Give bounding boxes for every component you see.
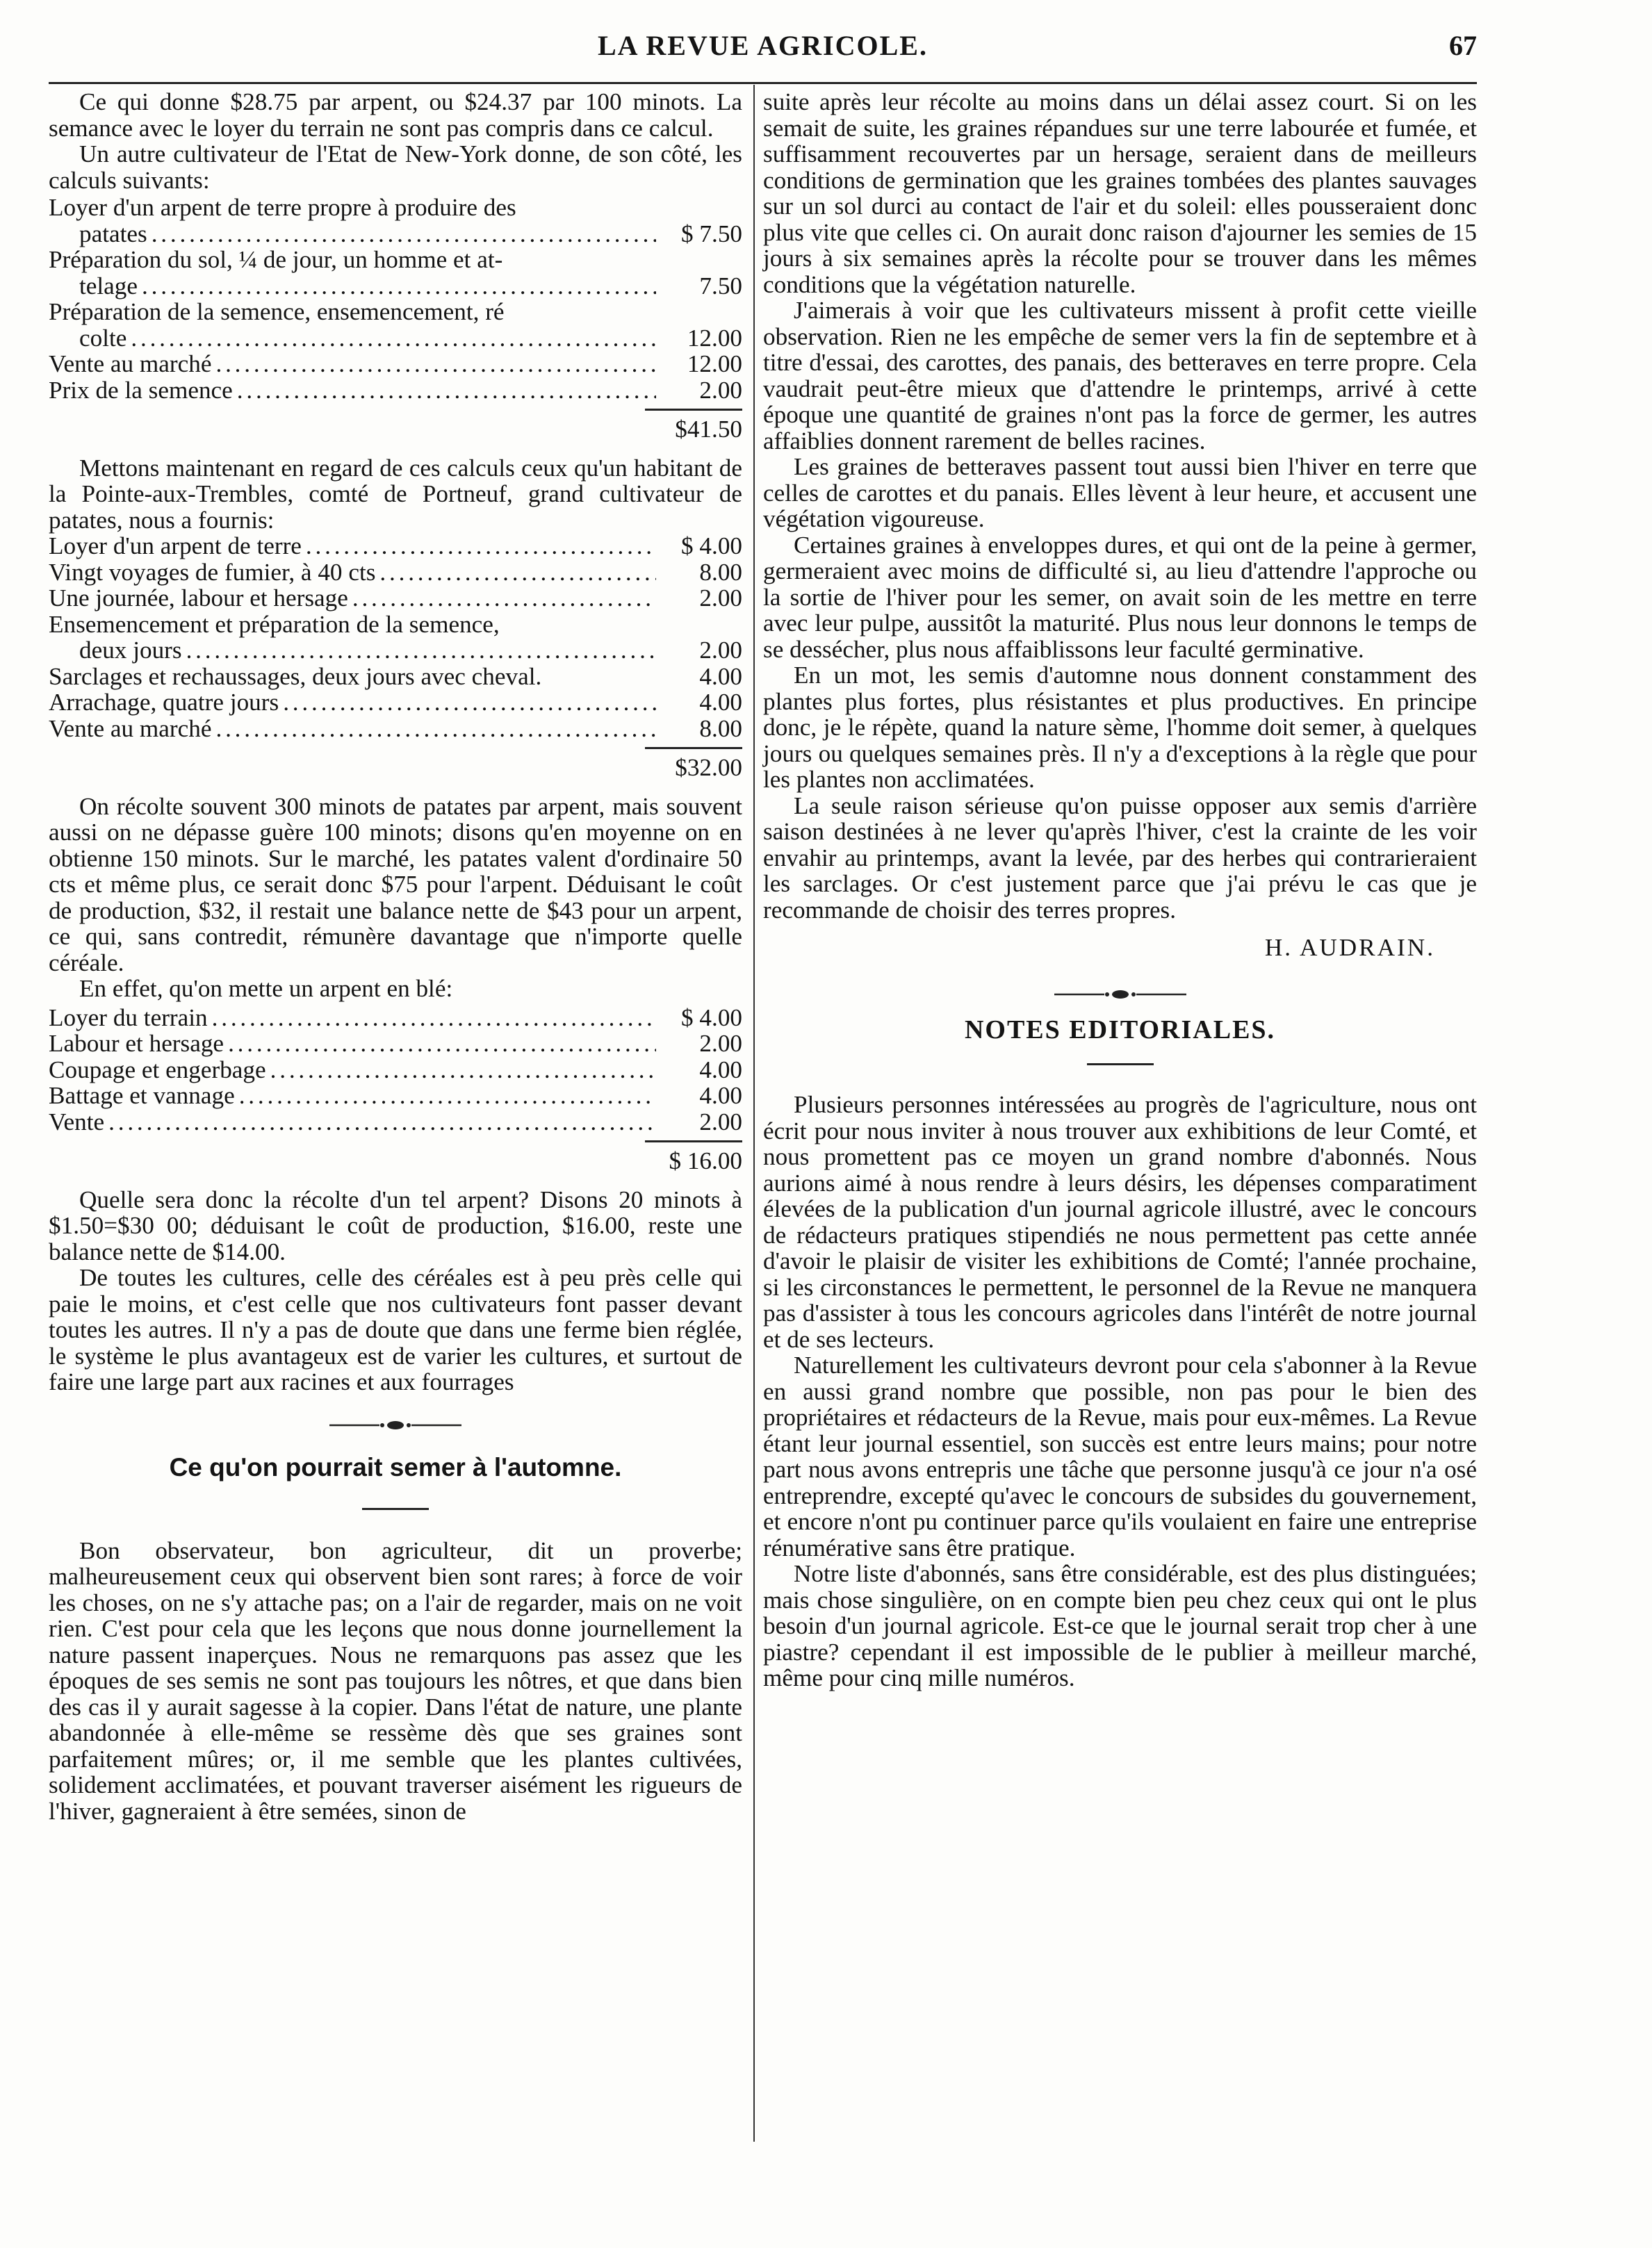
table-row xyxy=(49,325,742,352)
row-label: Arrachage, quatre jours xyxy=(49,689,279,716)
row-label: Vente au marché xyxy=(49,350,212,377)
row-label: Labour et hersage xyxy=(49,1030,224,1057)
row-label: Battage et vannage xyxy=(49,1082,235,1109)
row-label: Prix de la semence xyxy=(49,376,233,404)
row-label: Coupage et engerbage xyxy=(49,1056,266,1083)
paragraph: Quelle sera donc la récolte d'un tel arpent? Disons 20 minots à $1.50=$30 00; déduisant le coût de production, $16.00, reste une balance nette de $14.00. xyxy=(49,1185,742,1265)
paragraph: La seule raison sérieuse qu'on puisse opposer aux semis d'arrière saison destinées à ne lever qu'après l'hiver, c'est la crainte de les voir envahir au printemps, avant la levée, par des herbes qui contrarieraient les sarclages. Or c'est justement parce que j'ai prévu le cas que je recommande de choisir des terres propres. xyxy=(763,791,1477,924)
page-header xyxy=(49,24,1477,63)
table-total: $ 16.00 xyxy=(669,1147,742,1174)
ornament-icon xyxy=(329,1418,461,1432)
paragraph: En effet, qu'on mette un arpent en blé: xyxy=(79,975,453,1002)
row-amount: 4.00 xyxy=(699,689,742,716)
row-amount: 8.00 xyxy=(699,558,742,586)
row-amount: 2.00 xyxy=(699,376,742,404)
table-row xyxy=(49,221,742,247)
row-amount: $ 4.00 xyxy=(681,532,742,559)
row-amount: 4.00 xyxy=(699,662,742,690)
table-row xyxy=(49,351,742,377)
row-label: Loyer d'un arpent de terre xyxy=(49,532,302,559)
row-label: Ensemencement et préparation de la semence, xyxy=(49,610,500,638)
table-row xyxy=(49,1005,742,1031)
row-amount: 12.00 xyxy=(687,324,742,352)
row-amount: 4.00 xyxy=(699,1082,742,1109)
total-rule xyxy=(645,409,742,411)
table-row xyxy=(49,664,742,690)
paragraph: suite après leur récolte au moins dans un délai assez court. Si on les semait de suite, les graines répandues sur une terre labourée et fumée, et suffisamment recouvertes par un hersage, seraient dans de meilleurs conditions de germination que les graines tombées des plantes sauvages sur un sol durci au contact de l'air et du soleil: elles pousseraient donc plus vite que celles ci. On aurait donc raison d'ajourner les semies de 15 jours à six semaines après la récolte pour se trouver dans les mêmes conditions que la végétation naturelle. xyxy=(763,88,1477,298)
author-signature: H. AUDRAIN. xyxy=(1264,934,1435,961)
table-row xyxy=(49,247,742,273)
table-row xyxy=(49,533,742,559)
row-label: patates xyxy=(79,220,147,247)
row-label: telage xyxy=(79,272,138,300)
paragraph: Bon observateur, bon agriculteur, dit un proverbe; malheureusement ceux qui observent bien sont rares; à force de voir les choses, on ne s'y attache pas; on a l'air de regarder, mais on ne voit rien. C'est pour cela que les leçons que nous donne journellement la nature passent inaperçues. Nous ne remarquons pas assez que les époques de ses semis ne sont pas toujours les nôtres, et que dans bien des cas il y aurait sagesse à la copier. Dans l'état de nature, une plante abandonnée à elle-même se ressème dès que ses graines sont parfaitement mûres; or, il me semble que les plantes cultivées, solidement acclimatées, et pouvant traverser aisément les rigueurs de l'hiver, gagneraient à être semées, sinon de xyxy=(49,1536,742,1825)
title-rule xyxy=(1087,1063,1154,1065)
left-column xyxy=(49,89,742,1824)
row-label: colte xyxy=(79,324,127,352)
table-row xyxy=(49,273,742,300)
row-amount: 4.00 xyxy=(699,1056,742,1083)
page-number: 67 xyxy=(1449,30,1477,61)
total-rule xyxy=(645,1140,742,1142)
table-row xyxy=(49,1109,742,1135)
table-row xyxy=(49,716,742,742)
paragraph: Notre liste d'abonnés, sans être considérable, est des plus distinguées; mais chose singulière, on en compte bien peu chez ceux qui ont le plus besoin d'un journal agricole. Est-ce que le journal serait trop cher à une piastre? cependant il est impossible de le publier à meilleur marché, même pour cinq mille numéros. xyxy=(763,1560,1477,1691)
row-amount: 2.00 xyxy=(699,637,742,664)
table-row xyxy=(49,637,742,664)
table-row xyxy=(49,612,742,638)
row-label: Loyer du terrain xyxy=(49,1003,208,1031)
paragraph: De toutes les cultures, celle des céréales est à peu près celle qui paie le moins, et c'est celle que nos cultivateurs font passer devant toutes les autres. Il n'y a pas de doute que dans une ferme bien réglée, le système le plus avantageux est de varier les cultures, et surtout de faire une large part aux racines et aux fourrages xyxy=(49,1264,742,1395)
table-row xyxy=(49,585,742,612)
cost-table-new-york xyxy=(49,195,742,443)
row-amount: 2.00 xyxy=(699,584,742,612)
table-row xyxy=(49,299,742,325)
title-rule xyxy=(362,1508,429,1510)
paragraph: Ce qui donne $28.75 par arpent, ou $24.37 par 100 minots. La semance avec le loyer du terrain ne sont pas compris dans ce calcul. xyxy=(49,88,742,142)
ornament-divider xyxy=(763,985,1477,1003)
row-label: Sarclages et rechaussages, deux jours avec cheval. xyxy=(49,662,542,690)
row-label: Préparation du sol, ¼ de jour, un homme et at- xyxy=(49,246,503,273)
paragraph: Certaines graines à enveloppes dures, et qui ont de la peine à germer, germeraient avec moins de difficulté si, au lieu d'attendre l'approche ou la sortie de l'hiver pour les semer, on avait soin de les mettre en terre avec leur pulpe, aussitôt la maturité. Plus nous leur donnons le temps de se dessécher, plus nous affaiblissons leur faculté germinative. xyxy=(763,531,1477,663)
row-label: Vingt voyages de fumier, à 40 cts xyxy=(49,558,376,586)
row-label: deux jours xyxy=(79,637,182,664)
running-title: LA REVUE AGRICOLE. xyxy=(598,30,928,61)
table-row xyxy=(49,1031,742,1057)
paragraph: Plusieurs personnes intéressées au progrès de l'agriculture, nous ont écrit pour nous inviter à nous trouver aux exhibitions de leur Comté, et nous promettent pas ce moyen un grand nombre d'abonnés. Nous aurions aimé à nous rendre à leurs désirs, les dépenses comparatiment élevées de la publication d'un journal agricole illustré, avec le concours de rédacteurs pratiques stipendiés ne nous permettent pas cette année d'avoir le plaisir de visiter les exhibitions de Comté; l'année prochaine, si les circonstances le permettent, le personnel de la Revue ne manquera pas d'assister à tous les concours agricoles dans l'intérêt de notre journal et de ses lecteurs. xyxy=(763,1091,1477,1353)
table-total: $41.50 xyxy=(675,416,742,443)
table-row xyxy=(49,1057,742,1083)
table-row xyxy=(49,689,742,716)
table-row xyxy=(49,1083,742,1109)
header-rule xyxy=(49,82,1477,84)
row-amount: 12.00 xyxy=(687,350,742,377)
table-row xyxy=(49,559,742,586)
paragraph: Les graines de betteraves passent tout aussi bien l'hiver en terre que celles de carottes et du panais. Elles lèvent à leur heure, et accusent une végétation vigoureuse. xyxy=(763,453,1477,532)
row-amount: $ 7.50 xyxy=(681,220,742,247)
row-label: Vente au marché xyxy=(49,714,212,742)
table-total: $32.00 xyxy=(675,754,742,781)
row-label: Une journée, labour et hersage xyxy=(49,584,348,612)
row-label: Vente xyxy=(49,1108,105,1135)
ornament-icon xyxy=(1054,987,1186,1001)
row-amount: 2.00 xyxy=(699,1030,742,1057)
row-amount: $ 4.00 xyxy=(681,1003,742,1031)
section-title: Ce qu'on pourrait semer à l'automne. xyxy=(169,1452,622,1482)
section-title: NOTES EDITORIALES. xyxy=(964,1015,1276,1044)
row-label: Loyer d'un arpent de terre propre à produire des xyxy=(49,194,516,221)
row-amount: 2.00 xyxy=(699,1108,742,1135)
paragraph: Un autre cultivateur de l'Etat de New-York donne, de son côté, les calculs suivants: xyxy=(49,140,742,194)
row-amount: 7.50 xyxy=(699,272,742,300)
row-amount: 8.00 xyxy=(699,714,742,742)
table-row xyxy=(49,195,742,221)
row-label: Préparation de la semence, ensemencement, ré xyxy=(49,298,505,325)
paragraph: J'aimerais à voir que les cultivateurs missent à profit cette vieille observation. Rien ne les empêche de semer vers la fin de septembre et à titre d'essai, des carottes, des panais, des betteraves en terre propre. Cela vaudrait peut-être mieux que d'attendre le printemps, arrivé à cette époque une quantité de graines n'ont pas la force de germer, les autres affaiblies donnent rarement de belles racines. xyxy=(763,297,1477,454)
cost-table-ble xyxy=(49,1005,742,1174)
ornament-divider xyxy=(49,1416,742,1434)
table-row xyxy=(49,377,742,404)
right-column xyxy=(763,89,1477,1691)
cost-table-pointe-aux-trembles xyxy=(49,533,742,781)
total-rule xyxy=(645,747,742,749)
column-divider xyxy=(753,85,755,2142)
paragraph: On récolte souvent 300 minots de patates par arpent, mais souvent aussi on ne dépasse guère 100 minots; disons qu'en moyenne on en obtienne 150 minots. Sur le marché, les patates valent d'ordinaire 50 cts et même plus, ce serait donc $75 pour l'arpent. Déduisant le coût de production, $32, il restait une balance nette de $43 pour un arpent, ce qui, sans contredit, rémunère davantage que n'importe quelle céréale. xyxy=(49,792,742,976)
paragraph: En un mot, les semis d'automne nous donnent constamment des plantes plus fortes, plus résistantes et plus productives. En principe donc, je le répète, quand la nature sème, l'homme doit semer, à quelques jours ou quelques semaines près. Il n'y a d'exceptions à la règle que pour les plantes non acclimatées. xyxy=(763,662,1477,793)
paragraph: Mettons maintenant en regard de ces calculs ceux qu'un habitant de la Pointe-aux-Trembles, comté de Portneuf, grand cultivateur de patates, nous a fournis: xyxy=(49,454,742,534)
paragraph: Naturellement les cultivateurs devront pour cela s'abonner à la Revue en aussi grand nombre que possible, non pas pour le bien des propriétaires et rédacteurs de la Revue, mais pour eux-mêmes. La Revue étant leur journal essentiel, son succès est entre leurs mains; pour notre part nous avons entrepris une tâche que personne jusqu'à ce jour n'a osé entreprendre, excepté qu'avec le concours de subsides du gouvernement, et encore n'ont pu continuer parce qu'ils voulaient en faire une entreprise rénumérative sans être pratique. xyxy=(763,1352,1477,1561)
